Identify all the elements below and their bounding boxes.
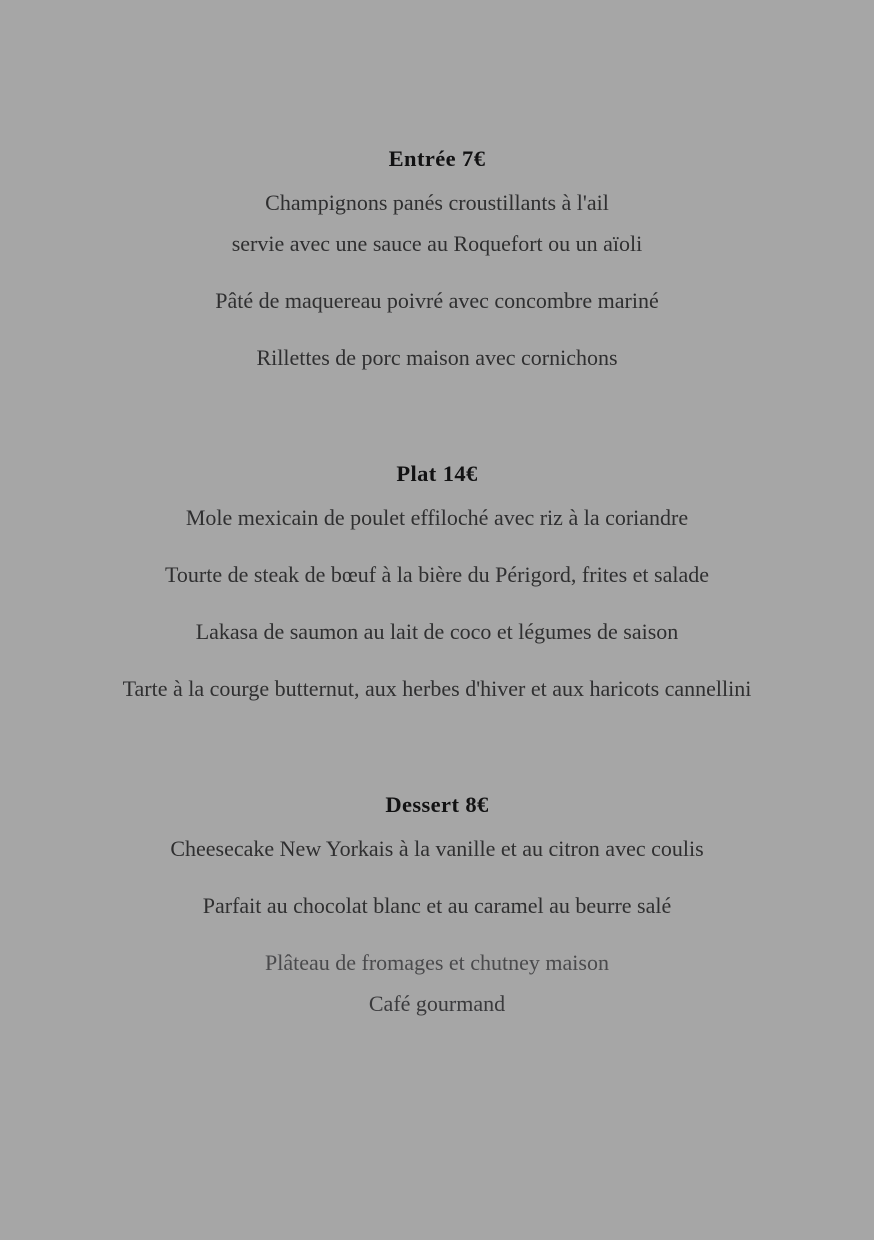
menu-item-parfait bbox=[0, 885, 874, 926]
menu-item-champignons bbox=[0, 182, 874, 264]
menu-item-name: Cheesecake New Yorkais à la vanille et au citron avec coulis bbox=[170, 836, 704, 861]
section-plat bbox=[0, 453, 874, 709]
menu-item-name: Mole mexicain de poulet effiloché avec riz à la coriandre bbox=[185, 505, 689, 530]
section-heading-plat: Plat 14€ bbox=[396, 461, 478, 486]
menu-item-rillettes bbox=[0, 337, 874, 378]
menu-item-name: Tourte de steak de bœuf à la bière du Périgord, frites et salade bbox=[165, 562, 709, 587]
menu-item-cafe-gourmand: Café gourmand bbox=[368, 991, 506, 1016]
menu-item-plateau-fromages bbox=[0, 942, 874, 1024]
section-heading-dessert: Dessert 8€ bbox=[385, 792, 489, 817]
menu-item-name: Lakasa de saumon au lait de coco et légumes de saison bbox=[195, 619, 679, 644]
menu-item-mole bbox=[0, 497, 874, 538]
menu-item-name: Plâteau de fromages et chutney maison bbox=[265, 950, 609, 975]
menu-item-tarte-courge bbox=[0, 668, 874, 709]
menu-item-name: Rillettes de porc maison avec cornichons bbox=[256, 345, 618, 370]
menu-item-description: servie avec une sauce au Roquefort ou un aïoli bbox=[231, 231, 643, 256]
menu-item-name: Pâté de maquereau poivré avec concombre mariné bbox=[215, 288, 659, 313]
menu-item-name: Tarte à la courge butternut, aux herbes d'hiver et aux haricots cannellini bbox=[122, 676, 752, 701]
menu-item-lakasa bbox=[0, 611, 874, 652]
menu-item-pate-maquereau bbox=[0, 280, 874, 321]
section-dessert bbox=[0, 784, 874, 1024]
menu-item-tourte bbox=[0, 554, 874, 595]
section-heading-entree: Entrée 7€ bbox=[388, 146, 486, 171]
menu-item-cheesecake bbox=[0, 828, 874, 869]
section-entree bbox=[0, 138, 874, 378]
menu-item-name: Champignons panés croustillants à l'ail bbox=[265, 190, 609, 215]
menu-item-name: Parfait au chocolat blanc et au caramel au beurre salé bbox=[202, 893, 672, 918]
